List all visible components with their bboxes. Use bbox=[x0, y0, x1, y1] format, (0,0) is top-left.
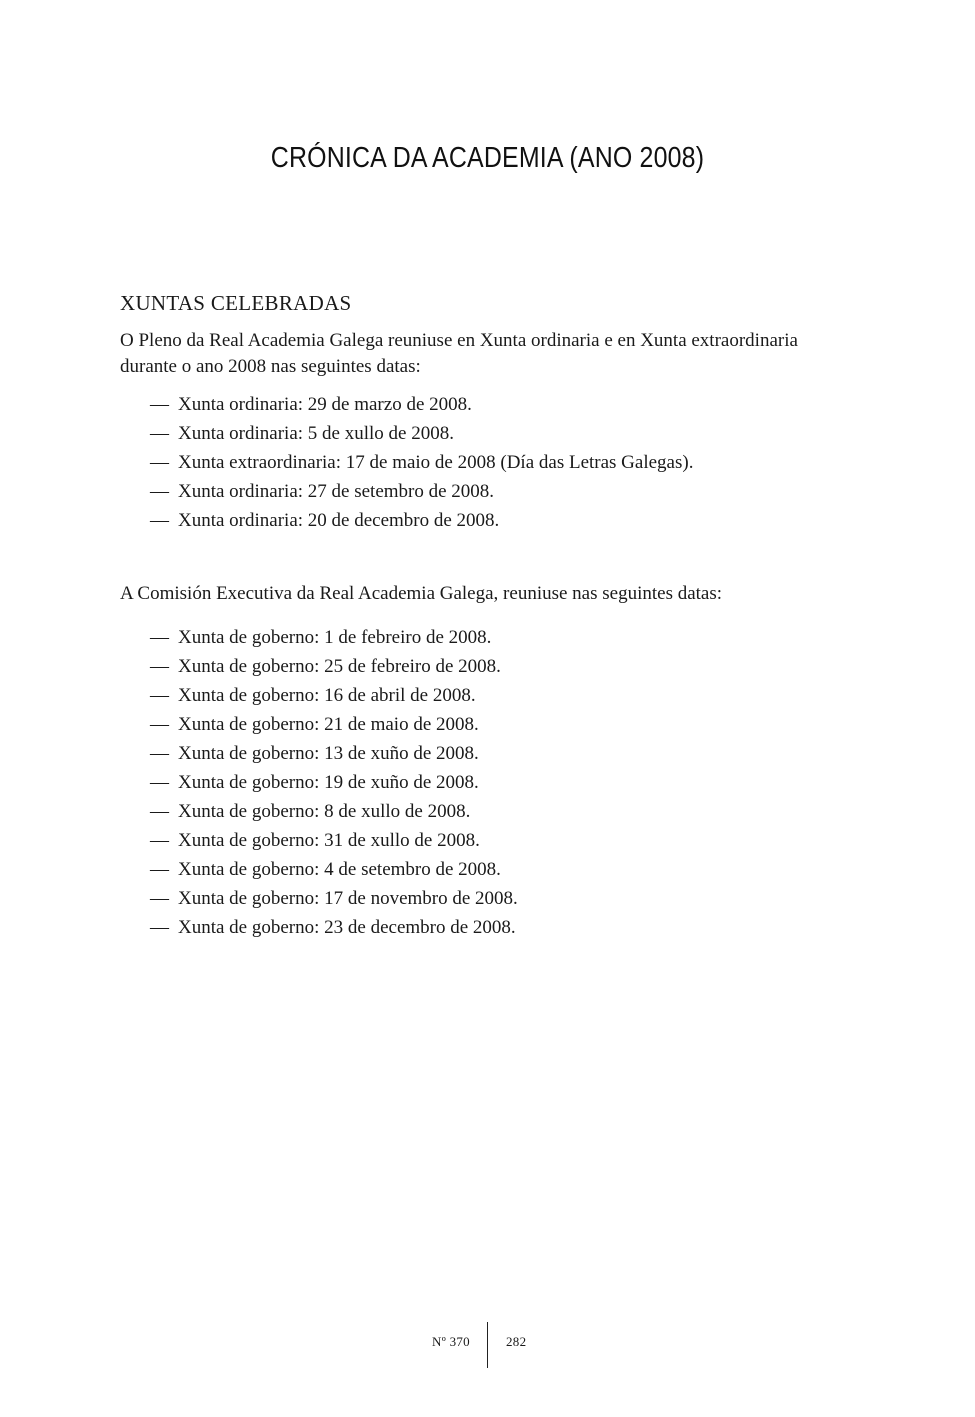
dash-mark: — bbox=[150, 772, 169, 793]
list-item-text: Xunta ordinaria: 5 de xullo de 2008. bbox=[178, 423, 454, 444]
dash-mark: — bbox=[150, 830, 169, 851]
dash-mark: — bbox=[150, 627, 169, 648]
footer-divider bbox=[487, 1322, 488, 1368]
dash-mark: — bbox=[150, 917, 169, 938]
list-item bbox=[150, 884, 518, 913]
list-comision bbox=[150, 623, 518, 942]
list-item-text: Xunta de goberno: 21 de maio de 2008. bbox=[178, 714, 479, 735]
issue-number: Nº 370 bbox=[432, 1334, 470, 1349]
list-item bbox=[150, 477, 693, 506]
list-item bbox=[150, 739, 518, 768]
list-pleno bbox=[150, 390, 693, 535]
list-item-text: Xunta de goberno: 23 de decembro de 2008. bbox=[178, 917, 516, 938]
dash-mark: — bbox=[150, 394, 169, 415]
dash-mark: — bbox=[150, 423, 169, 444]
list-item-text: Xunta de goberno: 16 de abril de 2008. bbox=[178, 685, 476, 706]
list-item-text: Xunta de goberno: 19 de xuño de 2008. bbox=[178, 772, 479, 793]
dash-mark: — bbox=[150, 888, 169, 909]
page-footer bbox=[0, 1322, 975, 1368]
list-item bbox=[150, 768, 518, 797]
list-item-text: Xunta ordinaria: 27 de setembro de 2008. bbox=[178, 481, 495, 502]
list-item-text: Xunta de goberno: 4 de setembro de 2008. bbox=[178, 859, 501, 880]
section-heading: XUNTAS CELEBRADAS bbox=[120, 291, 352, 315]
list-item-text: Xunta de goberno: 25 de febreiro de 2008. bbox=[178, 656, 501, 677]
list-item bbox=[150, 913, 518, 942]
dash-mark: — bbox=[150, 743, 169, 764]
dash-mark: — bbox=[150, 714, 169, 735]
list-item bbox=[150, 826, 518, 855]
list-item bbox=[150, 652, 518, 681]
list-item-text: Xunta de goberno: 8 de xullo de 2008. bbox=[178, 801, 471, 822]
dash-mark: — bbox=[150, 452, 169, 473]
list-item-text: Xunta ordinaria: 29 de marzo de 2008. bbox=[178, 394, 472, 415]
page-title: CRÓNICA DA ACADEMIA (ANO 2008) bbox=[270, 142, 705, 174]
dash-mark: — bbox=[150, 481, 169, 502]
page-number: 282 bbox=[506, 1334, 527, 1349]
list-item bbox=[150, 390, 693, 419]
list-item-text: Xunta extraordinaria: 17 de maio de 2008 (Día das Letras Galegas). bbox=[178, 452, 694, 473]
list-item-text: Xunta de goberno: 17 de novembro de 2008. bbox=[178, 888, 518, 909]
paragraph-pleno: O Pleno da Real Academia Galega reuniuse en Xunta ordinaria e en Xunta extraordinaria durante o ano 2008 nas seguintes datas: bbox=[120, 330, 798, 377]
list-item bbox=[150, 506, 693, 535]
list-item bbox=[150, 419, 693, 448]
dash-mark: — bbox=[150, 685, 169, 706]
paragraph-comision: A Comisión Executiva da Real Academia Galega, reuniuse nas seguintes datas: bbox=[120, 583, 723, 604]
list-item-text: Xunta de goberno: 1 de febreiro de 2008. bbox=[178, 627, 492, 648]
list-item-text: Xunta ordinaria: 20 de decembro de 2008. bbox=[178, 510, 500, 531]
list-item bbox=[150, 448, 693, 477]
dash-mark: — bbox=[150, 510, 169, 531]
list-item bbox=[150, 855, 518, 884]
list-item bbox=[150, 681, 518, 710]
list-item bbox=[150, 710, 518, 739]
list-item bbox=[150, 623, 518, 652]
dash-mark: — bbox=[150, 656, 169, 677]
dash-mark: — bbox=[150, 859, 169, 880]
list-item-text: Xunta de goberno: 31 de xullo de 2008. bbox=[178, 830, 480, 851]
list-item-text: Xunta de goberno: 13 de xuño de 2008. bbox=[178, 743, 479, 764]
list-item bbox=[150, 797, 518, 826]
dash-mark: — bbox=[150, 801, 169, 822]
